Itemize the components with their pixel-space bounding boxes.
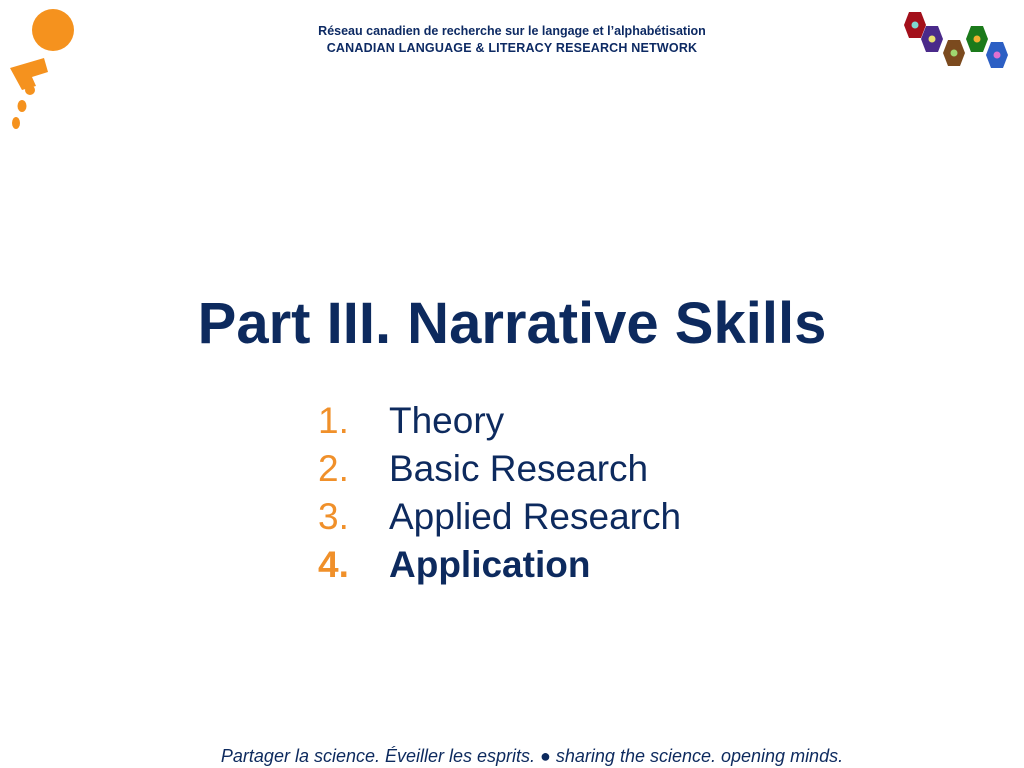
hexagon-green (966, 26, 988, 52)
hexagon-chain-logo (894, 8, 1012, 74)
hexagon-brown (943, 40, 965, 66)
agenda-label: Application (389, 544, 591, 585)
logo-dot-2 (18, 100, 27, 112)
agenda-item (318, 493, 681, 541)
agenda-item (318, 397, 681, 445)
slide-title: Part III. Narrative Skills (197, 291, 827, 356)
agenda-label: Theory (389, 400, 505, 441)
network-name-french: Réseau canadien de recherche sur le langage et l’alphabétisation (318, 24, 706, 38)
logo-dot-3 (12, 117, 20, 129)
agenda-label: Basic Research (389, 448, 649, 489)
logo-dot-1 (25, 85, 35, 95)
agenda-number: 2. (318, 448, 349, 489)
network-header (0, 23, 1024, 57)
agenda-number: 3. (318, 496, 349, 537)
agenda-label: Applied Research (389, 496, 682, 537)
slide-footer-tagline: Partager la science. Éveiller les esprits. ● sharing the science. opening minds. (220, 746, 844, 766)
agenda-list (318, 397, 681, 589)
hexagon-purple (921, 26, 943, 52)
network-name-english: CANADIAN LANGUAGE & LITERACY RESEARCH NETWORK (326, 41, 698, 55)
agenda-number: 4. (318, 544, 349, 585)
hexagon-blue (986, 42, 1008, 68)
hexagon-red (904, 12, 926, 38)
agenda-item (318, 445, 681, 493)
agenda-number: 1. (318, 400, 349, 441)
agenda-item-current (318, 541, 681, 589)
